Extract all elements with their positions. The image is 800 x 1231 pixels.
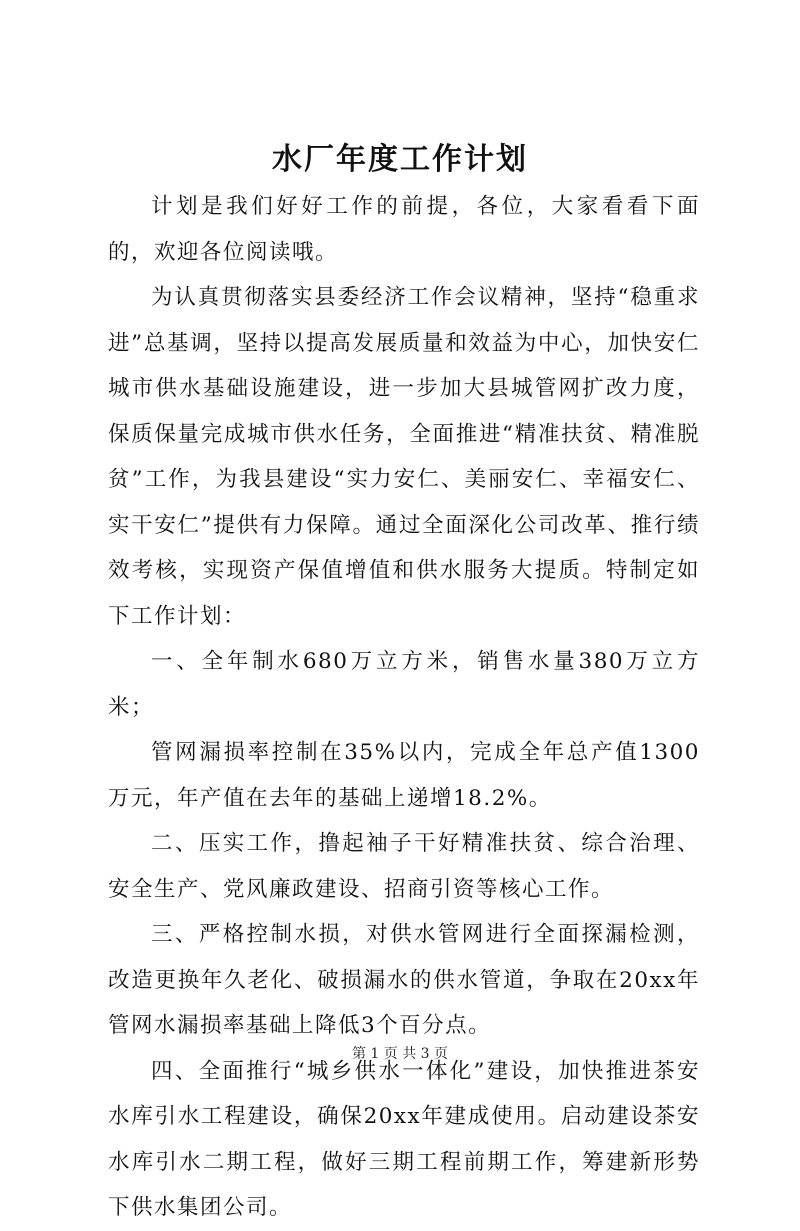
paragraph-item-1: 一、全年制水680万立方米，销售水量380万立方米； xyxy=(108,649,700,720)
paragraph-item-1-detail: 管网漏损率控制在35%以内，完成全年总产值1300万元，年产值在去年的基础上递增18.2%。 xyxy=(108,740,700,811)
paragraph-intro: 计划是我们好好工作的前提，各位，大家看看下面的，欢迎各位阅读哦。 xyxy=(108,194,700,265)
document-title: 水厂年度工作计划 xyxy=(272,142,528,177)
page-number-footer: 第 1 页 共 3 页 xyxy=(351,1046,449,1062)
paragraph-item-2: 二、压实工作，撸起袖子干好精准扶贫、综合治理、安全生产、党风廉政建设、招商引资等核心工作。 xyxy=(108,831,700,902)
paragraph-item-3: 三、严格控制水损，对供水管网进行全面探漏检测，改造更换年久老化、破损漏水的供水管道，争取在20xx年管网水漏损率基础上降低3个百分点。 xyxy=(108,922,700,1038)
paragraph-item-4: 四、全面推行“城乡供水一体化”建设，加快推进茶安水库引水工程建设，确保20xx年建成使用。启动建设茶安水库引水二期工程，做好三期工程前期工作，筹建新形势下供水集团公司。 xyxy=(108,1058,700,1220)
document-body xyxy=(108,184,700,1231)
paragraph-background: 为认真贯彻落实县委经济工作会议精神，坚持“稳重求进”总基调，坚持以提高发展质量和效益为中心，加快安仁城市供水基础设施建设，进一步加大县城管网扩改力度，保质保量完成城市供水任务，全面推进“精准扶贫、精准脱贫”工作，为我县建设“实力安仁、美丽安仁、幸福安仁、实干安仁”提供有力保障。通过全面深化公司改革、推行绩效考核，实现资产保值增值和供水服务大提质。特制定如下工作计划： xyxy=(108,285,700,629)
